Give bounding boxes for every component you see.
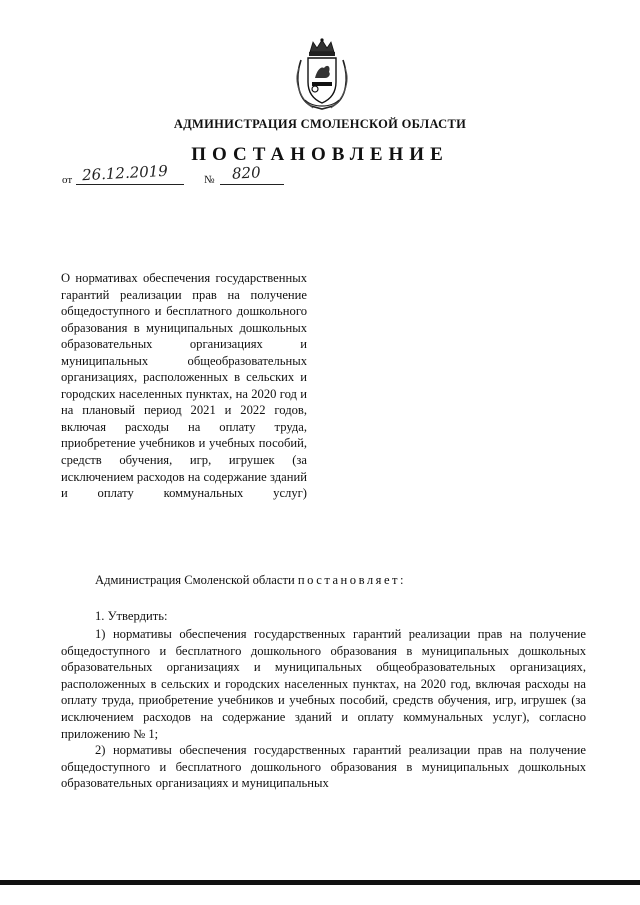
handwritten-number: 820: [231, 163, 262, 183]
paragraph-2: 2) нормативы обеспечения государственных гарантий реализации прав на получение общедоступного и бесплатного дошкольного образования в муниципальных дошкольных образовательных организациях и муниципальных: [61, 743, 586, 791]
number-prefix: №: [204, 174, 215, 186]
coat-of-arms-emblem: [291, 38, 353, 110]
date-prefix: от: [62, 174, 73, 186]
handwritten-date: 26.12.2019: [81, 161, 169, 185]
document-type-title: ПОСТАНОВЛЕНИЕ: [191, 144, 449, 165]
organization-name: АДМИНИСТРАЦИЯ СМОЛЕНСКОЙ ОБЛАСТИ: [173, 117, 467, 131]
preamble-lead: Администрация Смоленской области: [95, 573, 295, 587]
preamble-verb: постановляет:: [297, 573, 407, 587]
number-underline: [220, 184, 284, 185]
page-bottom-border: [0, 880, 640, 885]
item-1-heading: 1. Утвердить:: [95, 609, 168, 623]
document-subject: О нормативах обеспечения государственных гарантий реализации прав на получение общедоступного и бесплатного дошкольного образования в муниципальных дошкольных образовательных организациях и муниципальных общеобразовательных организациях, расположенных в сельских и городских населенных пунктах, на 2020 год и на плановый период 2021 и 2022 годов, включая расходы на оплату труда, приобретение учебников и учебных пособий, средств обучения, игр, игрушек (за исключением расходов на содержание зданий и оплату коммунальных услуг): [61, 271, 307, 501]
date-underline: [76, 184, 184, 185]
paragraph-1: 1) нормативы обеспечения государственных гарантий реализации прав на получение общедоступного и бесплатного дошкольного образования в муниципальных дошкольных образовательных организациях и муниципальных общеобразовательных организациях, расположенных в сельских и городских населенных пунктах, на 2020 год, включая расходы на оплату труда, приобретение учебников и учебных пособий, средств обучения, игр, игрушек (за исключением расходов на содержание зданий и оплату коммунальных услуг), согласно приложению № 1;: [61, 627, 586, 741]
preamble: [95, 573, 406, 588]
decree-paragraphs: [61, 626, 586, 792]
